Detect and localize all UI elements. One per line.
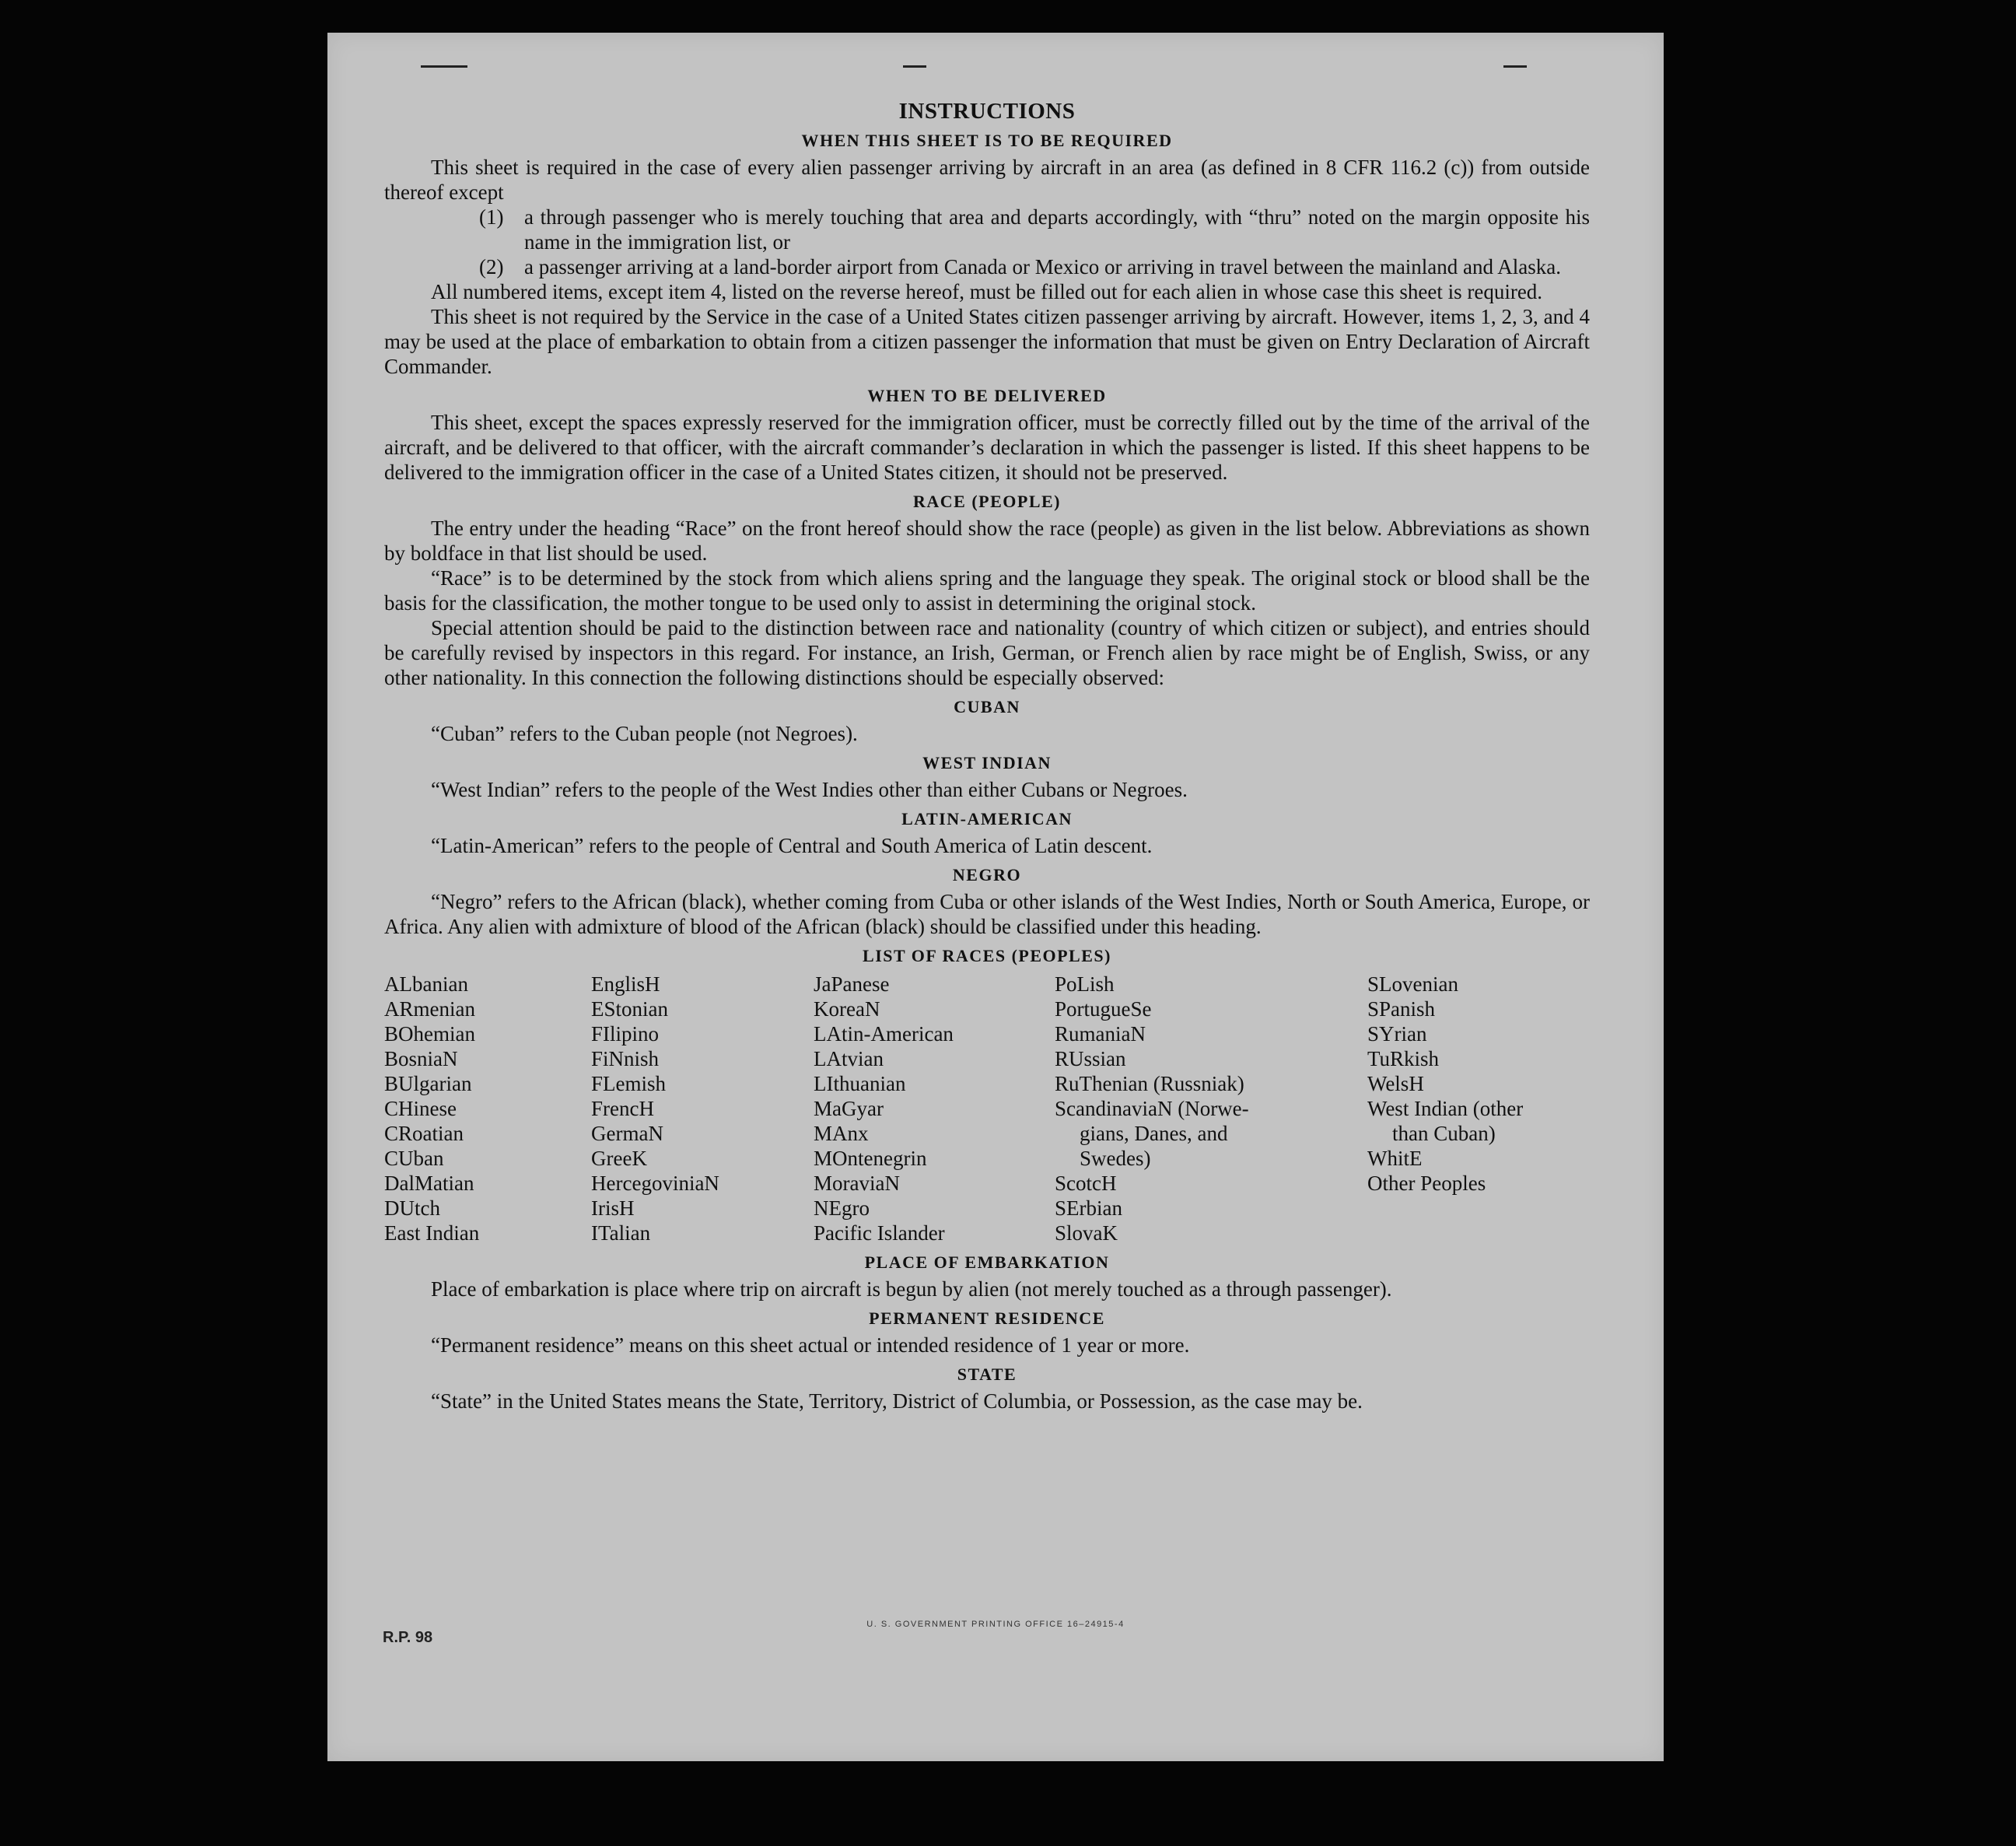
page-title: INSTRUCTIONS <box>898 99 1076 124</box>
heading-cuban: CUBAN <box>954 697 1020 716</box>
heading-when-required: WHEN THIS SHEET IS TO BE REQUIRED <box>801 131 1173 150</box>
form-number: R.P. 98 <box>383 1629 433 1646</box>
race-entry: SErbian <box>1055 1196 1122 1220</box>
race-entry-continuation: gians, Danes, and <box>1080 1122 1228 1145</box>
heading-list-of-races: LIST OF RACES (PEOPLES) <box>863 946 1111 965</box>
race-entry: FIlipino <box>591 1022 660 1046</box>
race-entry: LAtin-American <box>814 1022 954 1046</box>
race-entry: SLovenian <box>1367 972 1458 996</box>
race-entry: WhitE <box>1367 1147 1423 1170</box>
race-entry: KoreaN <box>814 997 880 1021</box>
race-entry: Pacific Islander <box>814 1221 945 1245</box>
paragraph: “Cuban” refers to the Cuban people (not Negroes). <box>431 722 858 745</box>
race-entry: DUtch <box>384 1196 440 1220</box>
race-entry-continuation: Swedes) <box>1080 1147 1151 1170</box>
races-list <box>384 972 1590 1245</box>
race-entry: FLemish <box>591 1072 667 1095</box>
race-entry: HercegoviniaN <box>591 1172 719 1195</box>
race-entry: PortugueSe <box>1055 997 1152 1021</box>
race-entry: ScotcH <box>1055 1172 1117 1195</box>
races-column <box>591 972 814 1245</box>
race-entry: FiNnish <box>591 1047 660 1070</box>
race-entry: IrisH <box>591 1196 635 1220</box>
paragraph: “Latin-American” refers to the people of Central and South America of Latin descent. <box>431 834 1153 857</box>
race-entry: RUssian <box>1055 1047 1126 1070</box>
race-entry: SPanish <box>1367 997 1436 1021</box>
heading-place-of-embarkation: PLACE OF EMBARKATION <box>864 1252 1110 1272</box>
heading-state: STATE <box>957 1364 1017 1384</box>
race-entry: WelsH <box>1367 1072 1424 1095</box>
race-entry: SYrian <box>1367 1022 1427 1046</box>
heading-latin-american: LATIN-AMERICAN <box>901 809 1073 828</box>
race-entry: BosniaN <box>384 1047 458 1070</box>
race-entry: JaPanese <box>814 972 890 996</box>
item-text: a through passenger who is merely touching that area and departs accordingly, with “thru” noted on the margin opposite his name in the immigration list, or <box>524 205 1590 254</box>
printing-office-imprint: U. S. GOVERNMENT PRINTING OFFICE 16–24915-4 <box>866 1620 1125 1629</box>
race-entry: FrencH <box>591 1097 654 1120</box>
paragraph: “Permanent residence” means on this sheet actual or intended residence of 1 year or more. <box>431 1333 1190 1357</box>
race-entry: BOhemian <box>384 1022 475 1046</box>
heading-negro: NEGRO <box>952 865 1022 884</box>
heading-when-delivered: WHEN TO BE DELIVERED <box>867 386 1107 405</box>
race-entry: GreeK <box>591 1147 647 1170</box>
paragraph: The entry under the heading “Race” on the front hereof should show the race (people) as given in the list below. Abbreviations as shown by boldface in that list should be used. <box>384 517 1590 565</box>
race-entry: CUban <box>384 1147 444 1170</box>
paragraph: “State” in the United States means the State, Territory, District of Columbia, or Possession, as the case may be. <box>431 1389 1363 1413</box>
document-body <box>384 99 1590 1413</box>
margin-mark <box>421 65 467 68</box>
margin-mark <box>1503 65 1527 68</box>
race-entry: MoraviaN <box>814 1172 900 1195</box>
race-entry: CRoatian <box>384 1122 464 1145</box>
race-entry: SlovaK <box>1055 1221 1118 1245</box>
race-entry: DalMatian <box>384 1172 474 1195</box>
list-item <box>479 205 1590 254</box>
margin-mark <box>903 65 926 68</box>
race-entry: TuRkish <box>1367 1047 1440 1070</box>
race-entry: CHinese <box>384 1097 457 1120</box>
race-entry: East Indian <box>384 1221 480 1245</box>
paragraph: All numbered items, except item 4, listed on the reverse hereof, must be filled out for each alien in whose case this sheet is required. <box>431 280 1543 303</box>
paragraph: This sheet, except the spaces expressly reserved for the immigration officer, must be correctly filled out by the time of the arrival of the aircraft, and be delivered to that officer, with the aircraft commander’s declaration in which the passenger is listed. If this sheet happens to be delivered to the immigration officer in the case of a United States citizen, it should not be preserved. <box>384 411 1590 484</box>
paragraph: “Race” is to be determined by the stock from which aliens spring and the language they speak. The original stock or blood shall be the basis for the classification, the mother tongue to be used only to assist in determining the original stock. <box>384 566 1590 615</box>
race-entry: BUlgarian <box>384 1072 472 1095</box>
races-column <box>1367 972 1590 1245</box>
races-column <box>384 972 591 1245</box>
item-text: a passenger arriving at a land-border airport from Canada or Mexico or arriving in travel between the mainland and Alaska. <box>524 255 1562 278</box>
race-entry: EStonian <box>591 997 668 1021</box>
race-entry: ALbanian <box>384 972 468 996</box>
heading-west-indian: WEST INDIAN <box>922 753 1052 772</box>
race-entry: RuThenian (Russniak) <box>1055 1072 1244 1095</box>
item-number: (2) <box>479 255 504 278</box>
race-entry: GermaN <box>591 1122 663 1145</box>
heading-race: RACE (PEOPLE) <box>913 492 1061 511</box>
paragraph: “West Indian” refers to the people of the West Indies other than either Cubans or Negroes. <box>431 778 1188 801</box>
paragraph: Place of embarkation is place where trip on aircraft is begun by alien (not merely touched as a through passenger). <box>431 1277 1392 1301</box>
paragraph: This sheet is required in the case of every alien passenger arriving by aircraft in an area (as defined in 8 CFR 116.2 (c)) from outside thereof except <box>384 156 1590 204</box>
paragraph: This sheet is not required by the Service in the case of a United States citizen passenger arriving by aircraft. However, items 1, 2, 3, and 4 may be used at the place of embarkation to obtain from a citizen passenger the information that must be given on Entry Declaration of Aircraft Commander. <box>384 305 1590 378</box>
race-entry: MAnx <box>814 1122 869 1145</box>
document-sheet <box>327 33 1664 1761</box>
race-entry: Other Peoples <box>1367 1172 1486 1195</box>
item-number: (1) <box>479 205 504 229</box>
race-entry: MaGyar <box>814 1097 884 1120</box>
race-entry: MOntenegrin <box>814 1147 927 1170</box>
race-entry: EnglisH <box>591 972 660 996</box>
race-entry: ScandinaviaN (Norwe- <box>1055 1097 1249 1120</box>
race-entry: ITalian <box>591 1221 651 1245</box>
race-entry: West Indian (other <box>1367 1097 1524 1120</box>
paragraph: “Negro” refers to the African (black), whether coming from Cuba or other islands of the West Indies, North or South America, Europe, or Africa. Any alien with admixture of blood of the African (black) should be classified under this heading. <box>384 890 1590 938</box>
heading-permanent-residence: PERMANENT RESIDENCE <box>869 1308 1105 1328</box>
races-column <box>814 972 1055 1245</box>
race-entry: PoLish <box>1055 972 1115 996</box>
races-column <box>1055 972 1367 1245</box>
paragraph: Special attention should be paid to the distinction between race and nationality (country of which citizen or subject), and entries should be carefully revised by inspectors in this regard. For instance, an Irish, German, or French alien by race might be of English, Swiss, or any other nationality. In this connection the following distinctions should be especially observed: <box>384 616 1590 689</box>
list-item <box>479 254 1590 279</box>
race-entry: LIthuanian <box>814 1072 906 1095</box>
race-entry: LAtvian <box>814 1047 884 1070</box>
race-entry: NEgro <box>814 1196 870 1220</box>
race-entry: ARmenian <box>384 997 475 1021</box>
race-entry-continuation: than Cuban) <box>1392 1122 1496 1145</box>
race-entry: RumaniaN <box>1055 1022 1146 1046</box>
